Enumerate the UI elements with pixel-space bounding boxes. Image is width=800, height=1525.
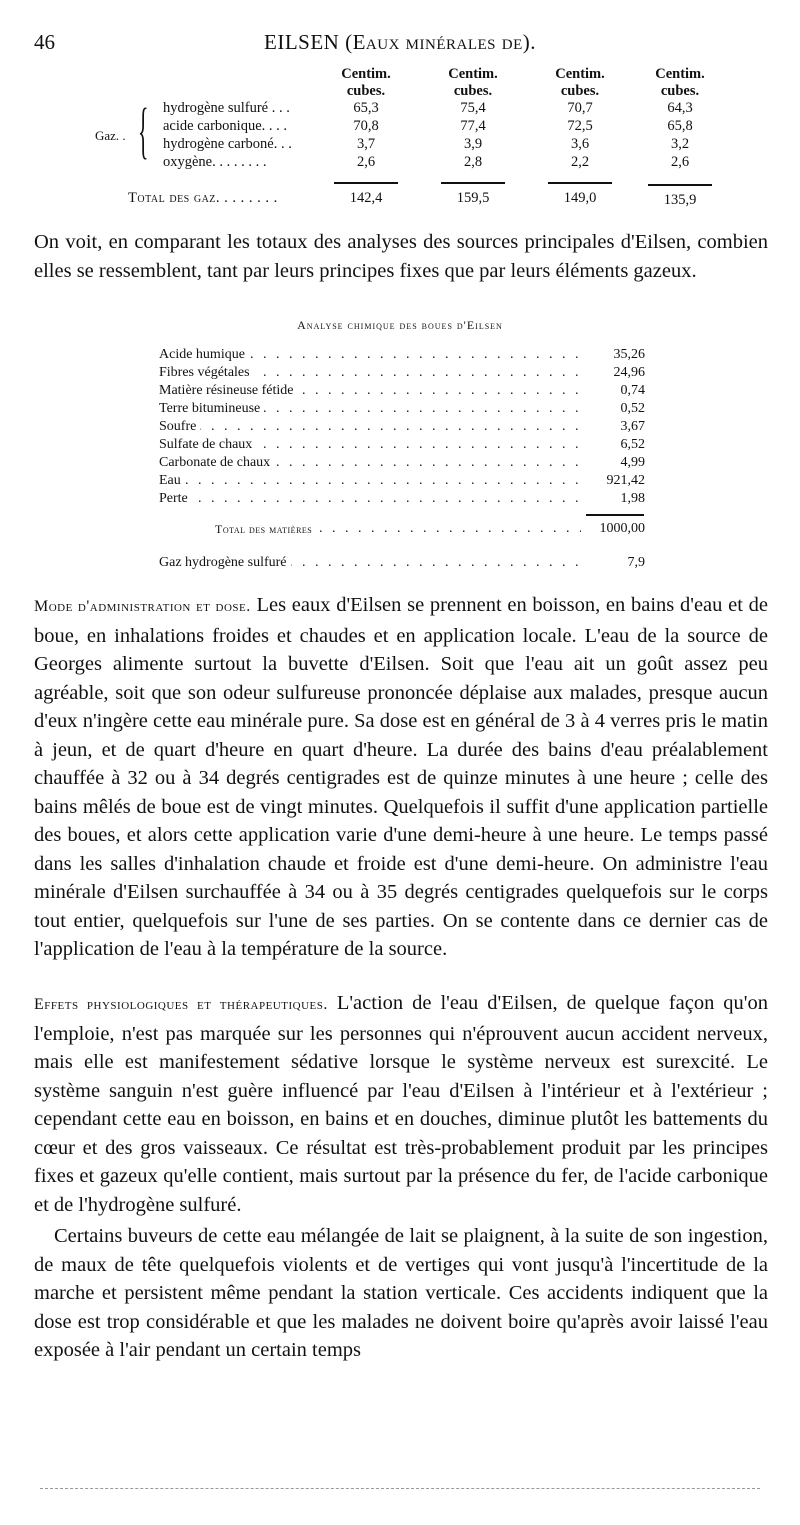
paragraph-comparison: On voit, en comparant les totaux des analyses des sources principales d'Eilsen, combien elles se ressemblent, tant par leurs principes fixes que par leurs éléments gazeux.: [34, 231, 768, 282]
section-heading: Mode d'administration et dose.: [34, 598, 251, 615]
section-administration: [34, 591, 768, 964]
table-row: acide carbonique. . . . 70,8 77,4 72,5 65,8: [163, 118, 693, 134]
list-item: . . . Perte 1,98: [159, 490, 645, 508]
page-header: [34, 30, 766, 60]
mud-analysis-title: Analyse chimique des boues d'Eilsen: [297, 318, 503, 332]
column-header-3: Centim. cubes.: [555, 66, 605, 99]
list-item: . . . Eau 921,42: [159, 472, 645, 490]
sum-rule: [648, 184, 712, 186]
mud-gas-row: . . . Gaz hydrogène sulfuré 7,9: [159, 552, 645, 574]
mud-analysis-list: [159, 346, 645, 508]
column-header-1: Centim. cubes.: [341, 66, 391, 99]
list-item: . . . Terre bitumineuse 0,52: [159, 400, 645, 418]
column-header-4: Centim. cubes.: [655, 66, 705, 99]
table-row: oxygène. . . . . . . . 2,6 2,8 2,2 2,6: [163, 154, 690, 170]
column-header-2: Centim. cubes.: [448, 66, 498, 99]
running-title: EILSEN (Eaux minérales de).: [264, 30, 536, 54]
table-row: hydrogène carboné. . . 3,7 3,9 3,6 3,2: [163, 136, 690, 152]
list-item: . . . Soufre 3,67: [159, 418, 645, 436]
sum-rule: [586, 514, 644, 516]
section-heading: Effets physiologiques et thérapeutiques.: [34, 996, 328, 1013]
gas-group-label: Gaz. .: [95, 128, 126, 143]
sum-rule: [548, 182, 612, 184]
sum-rule: [441, 182, 505, 184]
page-number: 46: [34, 30, 55, 54]
page-bottom-rule: [40, 1488, 760, 1489]
list-item: . . . Carbonate de chaux 4,99: [159, 454, 645, 472]
list-item: . . . Acide humique 35,26: [159, 346, 645, 364]
list-item: . . . Matière résineuse fétide 0,74: [159, 382, 645, 400]
section-text: L'action de l'eau d'Eilsen, de quelque façon qu'on l'emploie, n'est pas marquée sur les personnes qui n'éprouvent aucun accident nerveux, mais elle est manifestement sédative lorsque le système nerveux est surexcité. Le système sanguin n'est guère influencé par l'eau d'Eilsen à l'intérieur et à l'extérieur ; cependant cette eau en boisson, en bains et en douches, diminue plutôt les battements du cœur et des gros vaisseaux. Ce résultat est très-probablement produit par les principes fixes et gazeux qu'elle contient, mais surtout par la présence du fer, de l'acide carbonique et de l'hydrogène sulfuré.: [34, 992, 768, 1216]
mud-total-row: . . . Total des matières 1000,00: [215, 518, 645, 540]
section-effects: [34, 989, 768, 1219]
list-item: . . . Sulfate de chaux 6,52: [159, 436, 645, 454]
table-row: hydrogène sulfuré . . . 65,3 75,4 70,7 64,3: [163, 100, 693, 116]
paragraph-side-effects: Certains buveurs de cette eau mélangée de lait se plaignent, à la suite de son ingestion, de maux de tête quelquefois violents et de vertiges qui vont jusqu'à l'incertitude de la marche et persistent même pendant la station verticale. Ces accidents indiquent que la dose est trop considérable et que les malades ne doivent boire qu'après avoir laissé l'eau exposée à l'air pendant un certain temps: [34, 1225, 768, 1361]
sum-rule: [334, 182, 398, 184]
brace-glyph: {: [138, 97, 149, 165]
gas-analysis-table: Centim. cubes. Centim. cubes. Centim. cubes. Centim. cubes. Gaz. . { hydrogène sulfuré . . . 65,3 75,4 70,7 64,3 acide carbonique. . . . 70,8 77,4 72,5 65,8 hydrogène carboné. . . 3,7 3,9 3,6 3,2 oxygène. . . . . . . . 2,6 2,8 2,2 2,6 Total des gaz. . . . . . . . 142,4 159,5 149,0 135,9: [0, 66, 800, 216]
list-item: . . . Fibres végétales 24,96: [159, 364, 645, 382]
section-text: Les eaux d'Eilsen se prennent en boisson, en bains d'eau et de boue, en inhalations froides et chaudes et en application locale. L'eau de la source de Georges alimente surtout la buvette d'Eilsen. Soit que l'eau ait un goût assez peu agréable, soit que son odeur sulfureuse prononcée déplaise aux malades, presque aucun d'eux n'ingère cette eau minérale pure. Sa dose est en général de 3 à 4 verres pris le matin à jeun, et de quart d'heure en quart d'heure. La durée des bains d'eau préalablement chauffée à 32 ou à 34 degrés centigrades est de quinze minutes à une heure ; celle des bains mêlés de boue est de vingt minutes. Quelquefois il suffit d'une application partielle des boues, et alors cette application varie d'une demi-heure à une heure. Le temps passé dans les salles d'inhalation chaude et froide est d'une demi-heure. On administre l'eau minérale d'Eilsen surchauffée à 34 ou à 35 degrés centigrades quelquefois sur le corps tout entier, quelquefois sur l'une de ses parties. On se contente dans ce dernier cas de l'application de l'eau à la température de la source.: [34, 594, 768, 960]
